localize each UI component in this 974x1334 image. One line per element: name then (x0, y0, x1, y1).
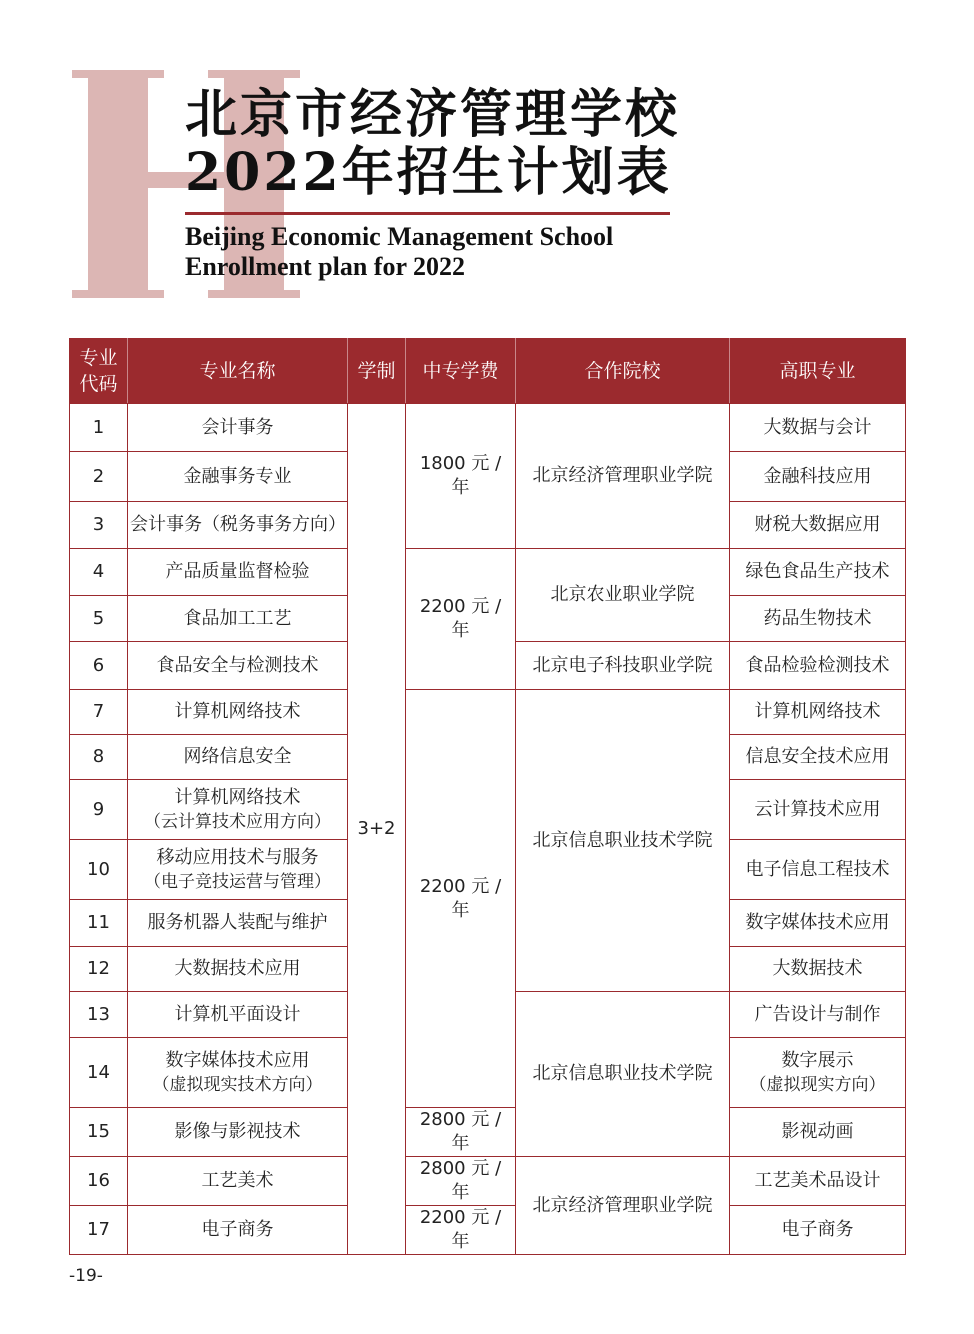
header-code: 专业代码 (70, 339, 128, 404)
row-higher: 食品检验检测技术 (730, 642, 906, 690)
major-direction: （云计算技术应用方向） (144, 811, 331, 832)
row-major: 金融事务专业 (128, 452, 348, 502)
table-row (70, 404, 906, 452)
row-major: 食品加工工艺 (128, 596, 348, 642)
row-code: 10 (70, 840, 128, 900)
title-line-1: 北京市经济管理学校 (185, 84, 681, 145)
row-higher: 影视动画 (730, 1108, 906, 1157)
fee-cell: 2200 元 / 年 (406, 1206, 516, 1255)
table-row (70, 690, 906, 735)
major-name: 数字媒体技术应用 (165, 1049, 310, 1071)
major-name: 移动应用技术与服务 (156, 846, 319, 868)
row-code: 4 (70, 549, 128, 596)
row-major (128, 780, 348, 840)
row-major: 计算机平面设计 (128, 992, 348, 1038)
header-system: 学制 (348, 339, 406, 404)
row-code: 14 (70, 1038, 128, 1108)
row-higher: 大数据技术 (730, 947, 906, 992)
row-major: 会计事务（税务事务方向） (128, 502, 348, 549)
row-major: 计算机网络技术 (128, 690, 348, 735)
row-higher: 信息安全技术应用 (730, 735, 906, 780)
row-higher: 云计算技术应用 (730, 780, 906, 840)
row-code: 9 (70, 780, 128, 840)
row-higher: 工艺美术品设计 (730, 1157, 906, 1206)
higher-name: 数字展示 (781, 1049, 854, 1071)
row-code: 5 (70, 596, 128, 642)
enrollment-plan-table (69, 338, 906, 1255)
partner-cell: 北京电子科技职业学院 (516, 642, 730, 690)
row-major: 大数据技术应用 (128, 947, 348, 992)
partner-cell: 北京经济管理职业学院 (516, 404, 730, 549)
header-major: 专业名称 (128, 339, 348, 404)
row-major: 网络信息安全 (128, 735, 348, 780)
row-major (128, 1038, 348, 1108)
partner-cell: 北京农业职业学院 (516, 549, 730, 642)
partner-cell: 北京信息职业技术学院 (516, 992, 730, 1157)
table-row (70, 549, 906, 596)
table-row (70, 1157, 906, 1206)
row-higher: 大数据与会计 (730, 404, 906, 452)
row-major (128, 840, 348, 900)
partner-cell: 北京信息职业技术学院 (516, 690, 730, 992)
row-code: 13 (70, 992, 128, 1038)
subtitle-line-2: Enrollment plan for 2022 (185, 252, 466, 281)
row-higher: 绿色食品生产技术 (730, 549, 906, 596)
header-fee: 中专学费 (406, 339, 516, 404)
row-code: 11 (70, 900, 128, 947)
table-row (70, 1206, 906, 1255)
fee-cell: 2200 元 / 年 (406, 549, 516, 690)
title-divider (185, 212, 670, 215)
row-code: 16 (70, 1157, 128, 1206)
row-higher: 药品生物技术 (730, 596, 906, 642)
row-code: 2 (70, 452, 128, 502)
row-higher: 广告设计与制作 (730, 992, 906, 1038)
row-code: 15 (70, 1108, 128, 1157)
row-higher: 财税大数据应用 (730, 502, 906, 549)
row-major: 会计事务 (128, 404, 348, 452)
row-major: 食品安全与检测技术 (128, 642, 348, 690)
row-major: 工艺美术 (128, 1157, 348, 1206)
major-direction: （电子竞技运营与管理） (144, 871, 331, 892)
row-higher: 数字媒体技术应用 (730, 900, 906, 947)
table-row (70, 1108, 906, 1157)
english-subtitle (185, 222, 613, 282)
subtitle-line-1: Beijing Economic Management School (185, 222, 614, 251)
page-title (185, 86, 680, 202)
partner-cell: 北京经济管理职业学院 (516, 1157, 730, 1255)
row-code: 6 (70, 642, 128, 690)
row-higher (730, 1038, 906, 1108)
fee-cell: 2800 元 / 年 (406, 1157, 516, 1206)
table-header-row (70, 339, 906, 404)
fee-cell: 2200 元 / 年 (406, 690, 516, 1108)
fee-cell: 2800 元 / 年 (406, 1108, 516, 1157)
row-code: 1 (70, 404, 128, 452)
row-major: 电子商务 (128, 1206, 348, 1255)
row-code: 8 (70, 735, 128, 780)
row-code: 12 (70, 947, 128, 992)
row-higher: 计算机网络技术 (730, 690, 906, 735)
row-higher: 金融科技应用 (730, 452, 906, 502)
row-major: 影像与影视技术 (128, 1108, 348, 1157)
header-partner: 合作院校 (516, 339, 730, 404)
higher-direction: （虚拟现实方向） (749, 1074, 886, 1095)
major-direction: （虚拟现实技术方向） (152, 1074, 323, 1095)
row-code: 3 (70, 502, 128, 549)
major-name: 计算机网络技术 (174, 786, 301, 808)
row-code: 7 (70, 690, 128, 735)
fee-cell: 1800 元 / 年 (406, 404, 516, 549)
header-higher: 高职专业 (730, 339, 906, 404)
row-code: 17 (70, 1206, 128, 1255)
row-major: 产品质量监督检验 (128, 549, 348, 596)
page-number: -19- (69, 1266, 103, 1286)
title-line-2: 2022年招生计划表 (185, 142, 672, 203)
row-higher: 电子信息工程技术 (730, 840, 906, 900)
system-cell: 3+2 (348, 404, 406, 1255)
row-major: 服务机器人装配与维护 (128, 900, 348, 947)
row-higher: 电子商务 (730, 1206, 906, 1255)
